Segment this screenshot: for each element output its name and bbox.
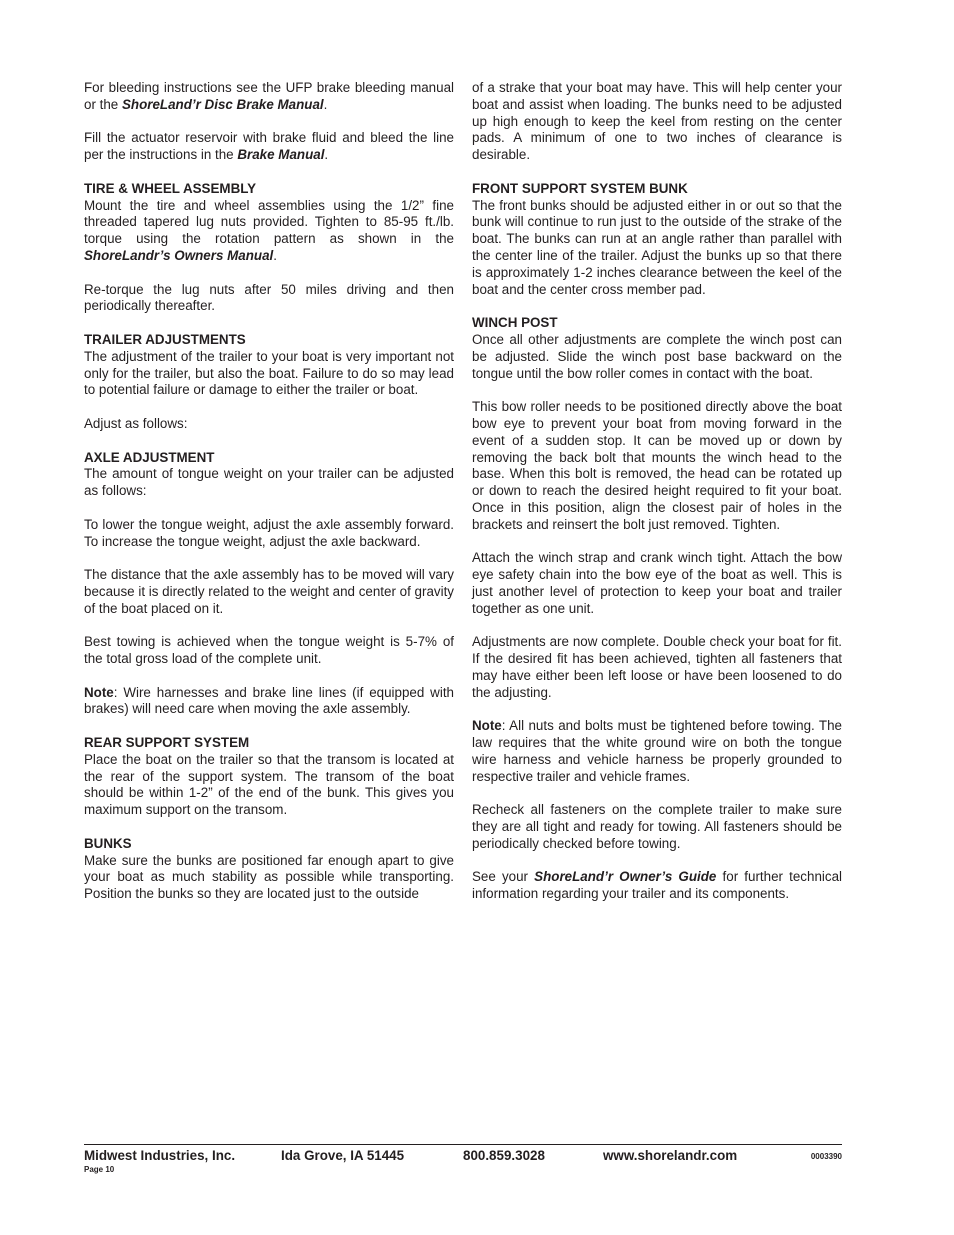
paragraph: Make sure the bunks are positioned far enough apart to give your boat as much stability as possible while transporting. Position the bunks so they are located just to the outside	[84, 852, 454, 902]
footer-phone: 800.859.3028	[463, 1148, 545, 1163]
paragraph: The amount of tongue weight on your trailer can be adjusted as follows:	[84, 466, 454, 499]
note-paragraph: Note: All nuts and bolts must be tightened before towing. The law requires that the white ground wire on both the tongue wire harness and vehicle harness be properly grounded to respective trailer and vehicle frames.	[472, 718, 842, 784]
footer-doc-code: 0003390	[810, 1152, 842, 1161]
footer-company: Midwest Industries, Inc.	[84, 1148, 236, 1163]
paragraph: The front bunks should be adjusted either in or out so that the bunk will continue to run just to the outside of the strake of the boat. The bunks can run at an angle rather than parallel with the center line of the trailer. Adjust the bunks up so that there is approximately 1-2 inches clearance between the keel of the boat and the center cross member pad.	[472, 197, 842, 297]
paragraph: The adjustment of the trailer to your boat is very important not only for the trailer, but also the boat. Failure to do so may lead to potential failure or damage to either the trailer or boat.	[84, 348, 454, 398]
paragraph: For bleeding instructions see the UFP brake bleeding manual or the ShoreLand’r Disc Brake Manual.	[84, 80, 454, 112]
paragraph: Place the boat on the trailer so that the transom is located at the rear of the support system. The transom of the boat should be within 1-2” of the end of the bunk. This gives you maximum support on the transom.	[84, 751, 454, 818]
paragraph: of a strake that your boat may have. This will help center your boat and assist when loading. The bunks need to be adjusted up high enough to keep the keel from resting on the center pads. A minimum of one to two inches of clearance is desirable.	[472, 80, 842, 163]
paragraph: Recheck all fasteners on the complete trailer to make sure they are all tight and ready for towing. All fasteners should be periodically checked before towing.	[472, 802, 842, 851]
paragraph: Adjust as follows:	[84, 415, 188, 431]
section-heading-winch-post: WINCH POST	[472, 315, 558, 331]
section-heading-rear-support: REAR SUPPORT SYSTEM	[84, 735, 250, 751]
paragraph: Mount the tire and wheel assemblies using the 1/2” fine threaded tapered lug nuts provided. Tighten to 85-95 ft./lb. torque using the rotation pattern as shown in the ShoreLandr’s Owners Manual.	[84, 197, 454, 263]
paragraph: Adjustments are now complete. Double check your boat for fit. If the desired fit has been achieved, tighten all fasteners that may have either been left loose or have been loosened to do the adjusting.	[472, 634, 842, 700]
paragraph: Once all other adjustments are complete the winch post can be adjusted. Slide the winch post base backward on the tongue until the bow roller comes in contact with the boat.	[472, 331, 842, 381]
paragraph: See your ShoreLand’r Owner’s Guide for further technical information regarding your trailer and its components.	[472, 869, 842, 902]
section-heading-axle-adjustment: AXLE ADJUSTMENT	[84, 449, 215, 465]
paragraph: The distance that the axle assembly has to be moved will vary because it is directly related to the weight and center of gravity of the boat placed on it.	[84, 567, 454, 616]
section-heading-tire-wheel: TIRE & WHEEL ASSEMBLY	[84, 180, 257, 196]
footer-website: www.shorelandr.com	[603, 1148, 738, 1163]
footer-divider	[84, 1144, 842, 1145]
paragraph: Fill the actuator reservoir with brake fluid and bleed the line per the instructions in the Brake Manual.	[84, 130, 454, 163]
right-column	[472, 80, 842, 903]
paragraph: Best towing is achieved when the tongue weight is 5-7% of the total gross load of the complete unit.	[84, 634, 454, 667]
page-number: Page 10	[84, 1165, 115, 1174]
paragraph: To lower the tongue weight, adjust the axle assembly forward. To increase the tongue weight, adjust the axle backward.	[84, 516, 454, 549]
manual-title: ShoreLandr’s Owners Manual	[84, 247, 274, 263]
section-heading-bunks: BUNKS	[84, 835, 132, 851]
guide-title: ShoreLand’r Owner’s Guide	[534, 869, 717, 885]
paragraph: This bow roller needs to be positioned directly above the boat bow eye to prevent your boat from moving forward in the event of a sudden stop. It can be moved up or down by removing the back bolt that mounts the winch head to the base. When this bolt is removed, the head can be rotated up or down to reach the desired height required to fit your boat. Once in this position, align the closest pair of holes in the brackets and reinsert the bolt just removed. Tighten.	[472, 399, 842, 532]
section-heading-trailer-adjustments: TRAILER ADJUSTMENTS	[84, 331, 246, 347]
paragraph: Attach the winch strap and crank winch tight. Attach the bow eye safety chain into the bow eye of the boat as well. This is just another level of protection to keep your boat and trailer together as one unit.	[472, 550, 842, 616]
footer-city: Ida Grove, IA 51445	[281, 1148, 405, 1163]
paragraph: Re-torque the lug nuts after 50 miles driving and then periodically thereafter.	[84, 281, 454, 314]
manual-title: ShoreLand’r Disc Brake Manual	[121, 96, 324, 112]
left-column	[84, 80, 454, 903]
note-paragraph: Note: Wire harnesses and brake line lines (if equipped with brakes) will need care when moving the axle assembly.	[84, 684, 454, 717]
section-heading-front-support: FRONT SUPPORT SYSTEM BUNK	[472, 180, 688, 196]
manual-title: Brake Manual	[237, 147, 325, 163]
page-footer	[84, 1148, 842, 1178]
